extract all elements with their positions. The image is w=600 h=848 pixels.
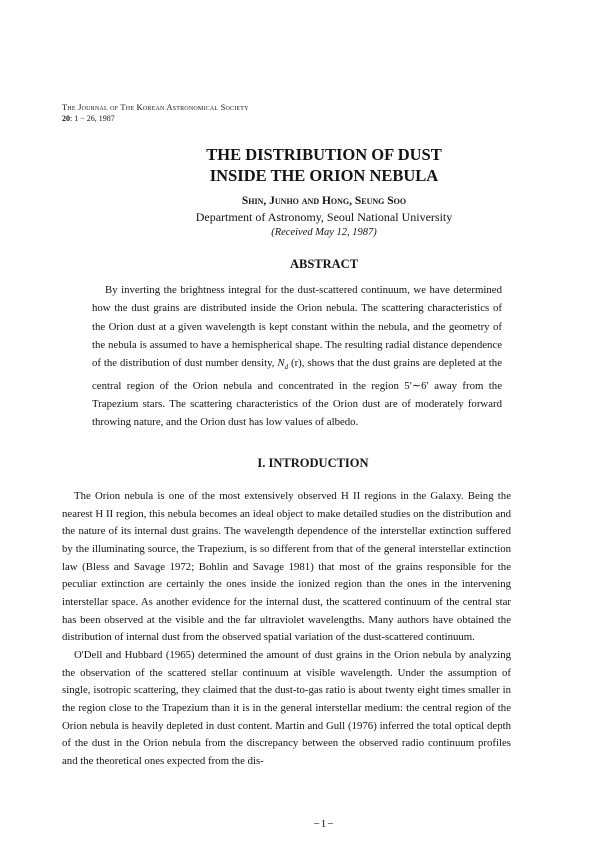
abstract-heading: ABSTRACT [289, 257, 359, 271]
section-heading-introduction: I. INTRODUCTION [257, 456, 369, 470]
intro-paragraph-2: O'Dell and Hubbard (1965) determined the amount of dust grains in the Orion nebula by analyzing the observation of the scattered stellar continuum at visible wavelength. Under the assumption of single, isotropic scattering, they claimed that the dust-to-gas ratio is about twenty eight times smaller in the region close to the Trapezium than it is in the general interstellar medium: the central region of the Orion nebula is heavily depleted in dust content. Martin and Gull (1976) inferred the total optical depth of the dust in the Orion nebula from the discrepancy between the observed radio continuum profiles and the theoretical ones expected from the dis- [62, 648, 511, 767]
abstract-text-part-2: (r), shows that the dust grains are depleted at the central region of the Orion nebula and concentrated in the region 5′∼6′ away from the Trapezium stars. The scattering characteristics of the Orion dust are of moderately forward throwing nature, and the Orion dust has low values of albedo. [92, 357, 502, 429]
introduction-body [62, 488, 511, 771]
title-line-1: THE DISTRIBUTION OF DUST [206, 145, 442, 164]
dust-density-symbol: $N_d$ [277, 357, 289, 372]
received-date: (Received May 12, 1987) [271, 227, 377, 238]
journal-citation [62, 113, 249, 124]
journal-name: The Journal of The Korean Astronomical Society [62, 102, 249, 112]
journal-header [62, 102, 249, 124]
author-block [48, 194, 600, 241]
abstract-text-part-1: By inverting the brightness integral for the dust-scattered continuum, we have determined how the dust grains are distributed inside the Orion nebula. The scattering characteristics of the Orion dust at a given wavelength is kept constant within the nebula, and the geometry of the nebula is assumed to have a hemispherical shape. The resulting radial distance dependence of the distribution of dust number density, [92, 284, 502, 370]
paper-title [0, 144, 600, 186]
journal-volume: 20 [62, 114, 70, 123]
author-names: Shin, Junho and Hong, Seung Soo [241, 195, 407, 207]
title-line-2: INSIDE THE ORION NEBULA [209, 166, 439, 185]
journal-pages: : 1 − 26, 1987 [70, 114, 115, 123]
intro-paragraph-1: The Orion nebula is one of the most extensively observed H II regions in the Galaxy. Being the nearest H II region, this nebula becomes an ideal object to make detailed studies on the distribution and the nature of its internal dust grains. The wavelength dependence of the interstellar extinction suffered by the illuminating source, the Trapezium, is so different from that of the general interstellar extinction law (Bless and Savage 1972; Bohlin and Savage 1981) that most of the grains responsible for the peculiar extinction are certainly the ones inside the ionized region than the ones in the intervening interstellar space. As another evidence for the internal dust, the scattered continuum of the central star has been observed at the visible and the far ultraviolet wavelengths. Many authors have obtained the distribution of internal dust from the observed spatial variation of the dust-scattered continuum. [62, 490, 511, 644]
author-affiliation: Department of Astronomy, Seoul National University [195, 209, 453, 224]
abstract-text [92, 281, 502, 432]
page-number: −1− [313, 818, 335, 830]
